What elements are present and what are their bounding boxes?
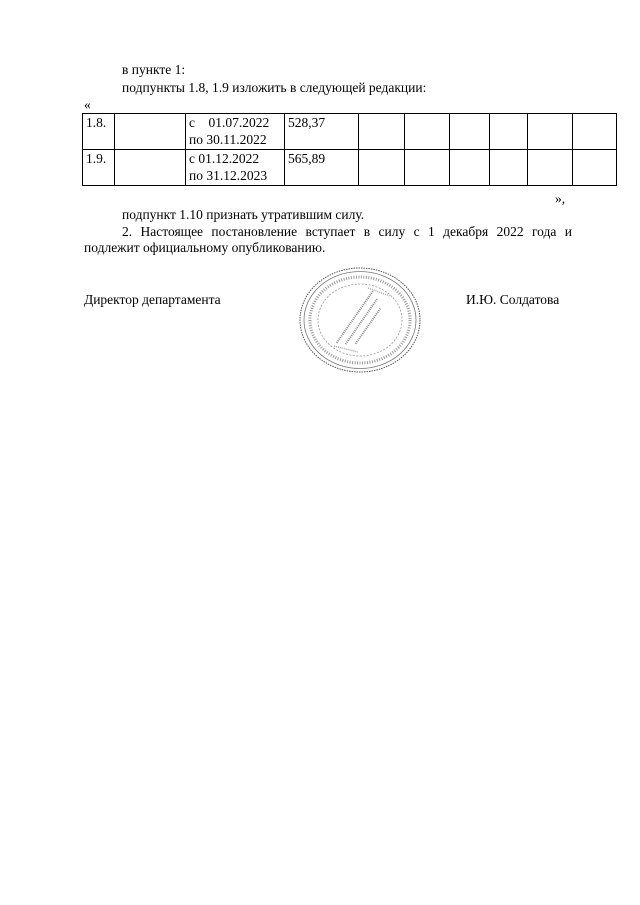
- clause-2-text: 2. Настоящее постановление вступает в силу с 1 декабря 2022 года и подлежит официальному опубликованию.: [84, 224, 572, 255]
- empty-cell: [573, 150, 617, 186]
- empty-cell: [528, 114, 573, 150]
- period-start: с 01.12.2022: [189, 151, 260, 166]
- empty-cell: [405, 150, 450, 186]
- table-row: [83, 150, 617, 186]
- table-row: [83, 114, 617, 150]
- empty-cell: [405, 114, 450, 150]
- subpoint-text: подпункт 1.10 признать утратившим силу.: [122, 207, 365, 222]
- empty-cell: [490, 150, 528, 186]
- tariff-table: [82, 113, 617, 186]
- row-number: 1.8.: [83, 114, 115, 150]
- empty-cell: [490, 114, 528, 150]
- period-end: по 30.11.2022: [189, 132, 267, 147]
- value-cell: 528,37: [285, 114, 359, 150]
- value-cell: 565,89: [285, 150, 359, 186]
- intro-line-1: в пункте 1:: [122, 62, 186, 77]
- empty-cell: [115, 150, 186, 186]
- empty-cell: [450, 114, 490, 150]
- close-quote: »,: [555, 191, 566, 206]
- empty-cell: [450, 150, 490, 186]
- signature-name: И.Ю. Солдатова: [466, 292, 560, 307]
- period-end: по 31.12.2023: [189, 168, 268, 183]
- signature-position: Директор департамента: [84, 292, 221, 307]
- period-cell: [186, 114, 285, 150]
- official-stamp: [298, 266, 422, 374]
- empty-cell: [359, 150, 405, 186]
- open-quote: «: [84, 97, 91, 112]
- empty-cell: [528, 150, 573, 186]
- empty-cell: [115, 114, 186, 150]
- period-start: с 01.07.2022: [189, 115, 270, 130]
- empty-cell: [573, 114, 617, 150]
- row-number: 1.9.: [83, 150, 115, 186]
- period-cell: [186, 150, 285, 186]
- empty-cell: [359, 114, 405, 150]
- intro-line-2: подпункты 1.8, 1.9 изложить в следующей редакции:: [122, 80, 427, 95]
